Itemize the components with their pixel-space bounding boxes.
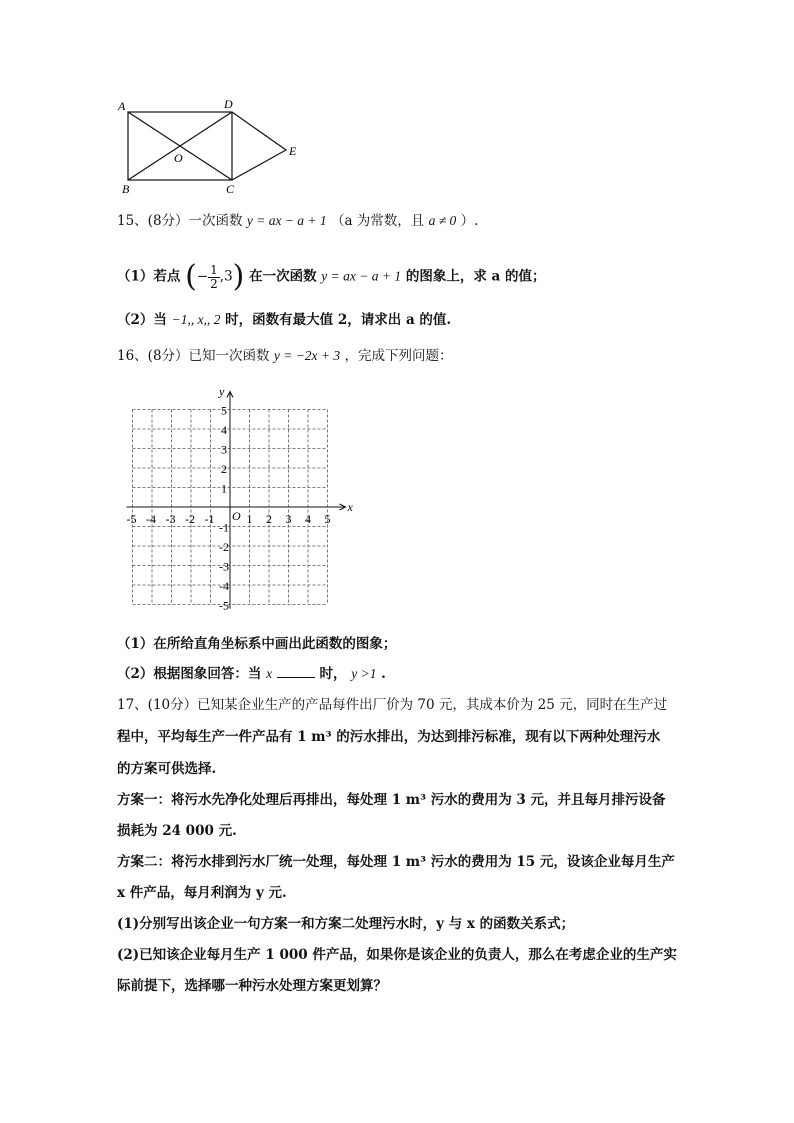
origin-label: O [232, 509, 241, 523]
y-tick-label: -3 [219, 559, 229, 574]
point-rest: ,3 [219, 268, 233, 285]
q17-line-1: 17、(10分）已知某企业生产的产品每件出厂价为 70 元，其成本价为 25 元，同时在生产过 [117, 697, 668, 713]
q15-part2 [117, 310, 451, 330]
q16-p2-variable: x [266, 666, 273, 681]
q17-line-3: 的方案可供选择. [117, 761, 217, 777]
q16-header [117, 346, 452, 366]
q15-p1-suffix: 的图象上，求 a 的值； [405, 268, 546, 285]
q17-line-6: 方案二：将污水排到污水厂统一处理，每处理 1 m³ 污水的费用为 15 元，设该企业每月生产 [117, 854, 675, 870]
x-tick-label: 4 [305, 512, 311, 526]
x-axis-label: x [347, 500, 353, 514]
q15-p1-mid: 在一次函数 [249, 268, 317, 285]
q17-line-4: 方案一：将污水先净化处理后再排出，每处理 1 m³ 污水的费用为 3 元，并且每月排污设备 [117, 792, 666, 808]
q15-header-end: ）. [460, 213, 479, 229]
point-neg-sign: − [196, 268, 209, 285]
label-d: D [224, 97, 233, 111]
q16-part2 [117, 664, 386, 684]
x-tick-label: -1 [204, 512, 215, 526]
q15-p1-prefix: （1）若点 [117, 268, 181, 285]
q15-header-suffix: （a 为常数，且 [330, 213, 425, 229]
q16-p2-mid: 时， [319, 666, 347, 682]
x-tick-label: -3 [165, 512, 176, 526]
q15-p2-prefix: （2）当 [117, 312, 167, 328]
y-tick-label: 3 [221, 442, 227, 457]
x-tick-label: -5 [126, 512, 137, 526]
q15-condition: a ≠ 0 [428, 213, 457, 228]
q16-p2-prefix: （2）根据图象回答：当 [117, 666, 262, 682]
x-tick-label: 1 [246, 512, 253, 526]
y-tick-label: -4 [219, 579, 229, 593]
y-tick-label: 1 [221, 481, 227, 496]
y-axis-label: y [219, 385, 225, 399]
q16-p1-text: （1）在所给直角坐标系中画出此函数的图象； [117, 636, 397, 652]
label-c: C [226, 182, 235, 196]
q17-line-8: (1)分别写出该企业一句方案一和方案二处理污水时，y 与 x 的函数关系式； [117, 916, 575, 932]
x-tick-label: 5 [324, 512, 331, 526]
q16-p2-condition: y >1 [351, 666, 377, 681]
q15-part1 [117, 259, 546, 294]
y-tick-label: 4 [221, 423, 227, 437]
x-tick-label: -2 [185, 512, 195, 526]
y-tick-label: -1 [219, 520, 229, 535]
q15-header-prefix: 15、(8分）一次函数 [117, 213, 243, 229]
fraction-numerator: 1 [210, 262, 218, 277]
q16-header-suffix: ，完成下列问题： [344, 348, 453, 364]
q15-p2-range: −1,, x,, 2 [171, 312, 221, 327]
fraction-denominator: 2 [210, 276, 218, 291]
geometry-figure [110, 92, 310, 202]
x-tick-label: 2 [266, 512, 272, 526]
y-tick-label: -5 [219, 598, 229, 610]
y-tick-label: 5 [221, 403, 227, 418]
triangle-dec [232, 112, 286, 180]
x-tick-label: 3 [285, 512, 292, 526]
label-b: B [122, 182, 130, 196]
paren-close: ) [232, 259, 245, 294]
label-e: E [289, 144, 297, 158]
q16-function: y = −2x + 3 [273, 348, 341, 363]
q17-line-9: (2)已知该企业每月生产 1 000 件产品，如果你是该企业的负责人，那么在考虑企业的生产实 [117, 947, 677, 963]
q17-line-7: x 件产品，每月利润为 y 元. [117, 885, 287, 901]
answer-blank[interactable] [277, 665, 315, 678]
coordinate-grid [120, 385, 360, 610]
q15-p1-function: y = ax − a + 1 [321, 268, 402, 284]
x-tick-label: -4 [146, 512, 156, 526]
q17-line-2: 程中，平均每生产一件产品有 1 m³ 的污水排出，为达到排污标准，现有以下两种处理污水 [117, 729, 661, 745]
q16-part1 [117, 634, 396, 654]
q17-line-10: 际前提下，选择哪一种污水处理方案更划算？ [117, 978, 387, 994]
q15-function: y = ax − a + 1 [246, 213, 327, 228]
q16-p2-end: . [381, 666, 386, 682]
label-a: A [118, 99, 126, 113]
q15-header [117, 211, 478, 231]
q16-header-prefix: 16、(8分）已知一次函数 [117, 348, 270, 364]
label-o: O [174, 151, 183, 165]
point-fraction [208, 264, 220, 291]
y-tick-label: -2 [219, 540, 229, 554]
q17-line-5: 损耗为 24 000 元. [117, 823, 237, 839]
y-tick-label: 2 [221, 462, 227, 476]
paren-open: ( [185, 259, 197, 294]
q15-p2-suffix: 时，函数有最大值 2，请求出 a 的值. [225, 312, 452, 328]
